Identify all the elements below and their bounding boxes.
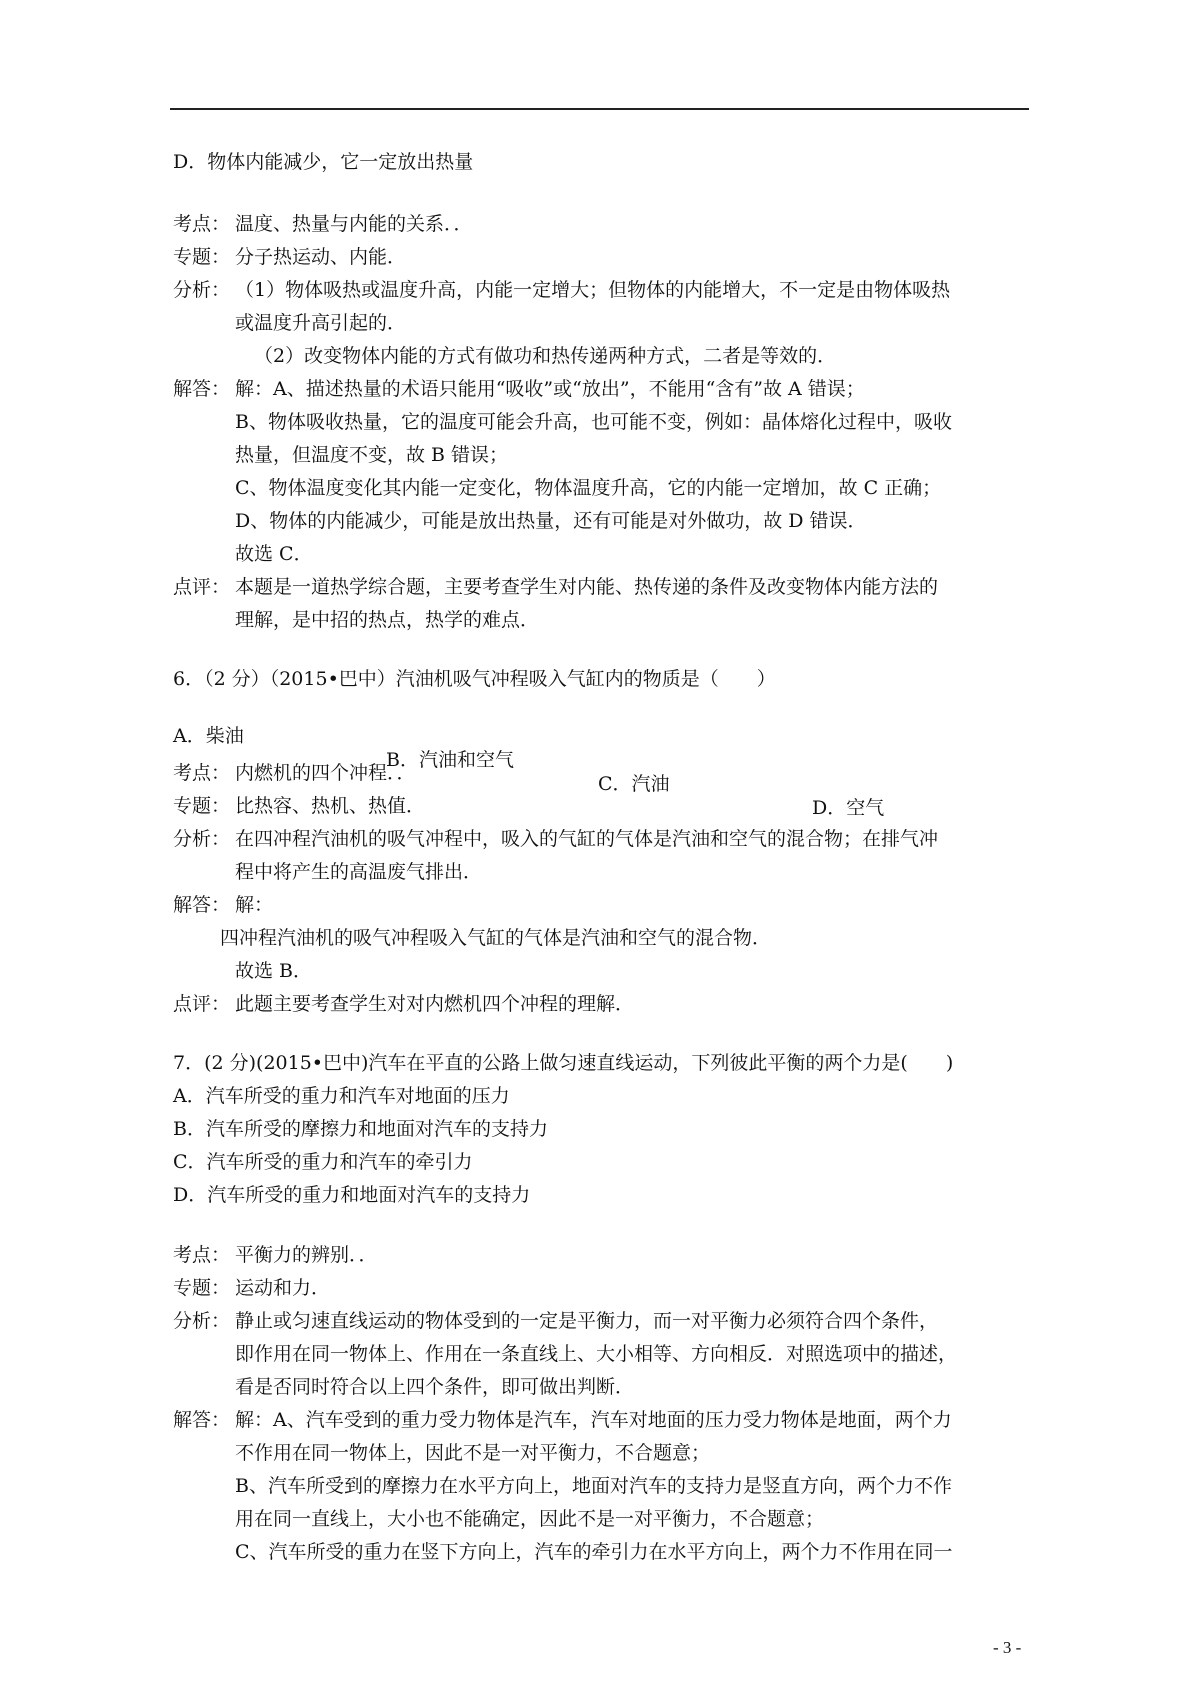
zhuanti-label: 专题： (173, 246, 231, 268)
zhuanti-label: 专题： (173, 795, 231, 817)
header-rule (170, 108, 1029, 110)
q6-option-a: A．柴油 (173, 725, 244, 747)
q6-option-c: C．汽油 (598, 773, 670, 795)
jieda-label: 解答： (173, 894, 231, 916)
jieda-label: 解答： (173, 1409, 231, 1431)
kaodian-label: 考点： (173, 1244, 231, 1266)
fenxi-label: 分析： (173, 1310, 231, 1332)
q6-option-d: D．空气 (812, 797, 885, 819)
dianping-label: 点评： (173, 576, 231, 598)
kaodian-label: 考点： (173, 213, 231, 235)
fenxi-label: 分析： (173, 279, 231, 301)
zhuanti-label: 专题： (173, 1277, 231, 1299)
page-number: - 3 - (993, 1638, 1022, 1657)
jieda-label: 解答： (173, 378, 231, 400)
kaodian-label: 考点： (173, 762, 231, 784)
fenxi-label: 分析： (173, 828, 231, 850)
dianping-label: 点评： (173, 993, 231, 1015)
q6-option-b: B．汽油和空气 (386, 749, 514, 771)
